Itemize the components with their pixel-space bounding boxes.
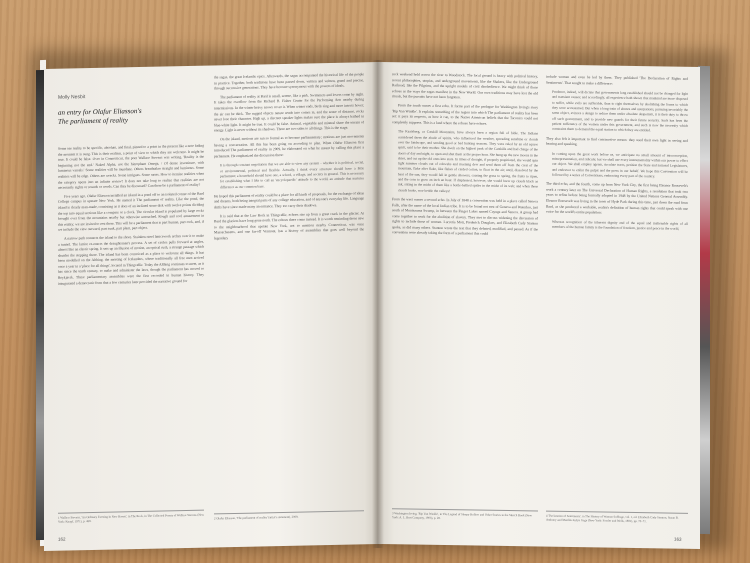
footnote: 2 Olafur Eliasson, 'The parliament of reality' (artist's statement), 2009. xyxy=(214,510,364,521)
paragraph: rock weekend held across the river to Woodstock. The local ground is heavy with political history, recent philosophies, utopias, and underground movements, like the Shakers, like the Underground Railroad, like the Pilgrims, and the upright models of civil disobedience. We might think of those echoes as the ways the sagas manifest in the New World. Our own traditions may have lost the old rituals, but the pursuits have not been forgotten. xyxy=(392,72,538,100)
essay-title-line2: The parliament of reality xyxy=(58,116,128,126)
paragraph: The third echo, and the fourth, come up from New York City, the first being Eleanor Roosevelt's work a century later on The Universal Declaration of Human Rights, a resolution that took two years to refine before being formally adopted in 1948 by the United Nations General Assembly. Eleanor Roosevelt was living in the town of Hyde Park during this time, just down the road from Bard, as she produced a workable, realist's definition of human rights that could speak with one voice for the world's entire population: xyxy=(546,181,688,215)
paragraph: From the south comes a first echo. It forms part of the prologue for Washington Irving's story 'Rip Van Winkle'. It explains something of the region into which The parliament of reality has been set: it pays its respects, as how it can, to the Native American beliefs that the Taconics could not completely suppress. This is a land where the echoes have echoes. xyxy=(392,103,538,126)
paragraph: A narrow path connects the island to the shore. Stainless-steel latticework arches over it to make a tunnel. The lattice re-enacts the draughtsman's process. A set of circles pulls forward at angles, almost like an elastic spring. It sets up an illusion of motion, an optical rush, a strange passage which shuttles the stepping there. The island has been conceived as a place to welcome all things. It has been modelled on the Althing, the meeting of Icelanders, where traditionally all free men arrived once a year in a 'place for all things', located in Thingvellir. Today the Althing continues to meet, as it has since the tenth century, to make and administer the laws, though the parliament has moved to Reykjavik. These parliamentary assemblies were the first recorded in human history. They inaugurated a democratic form that a few centuries later provided the narrative ground for xyxy=(58,233,204,286)
page-number: 163 xyxy=(674,536,682,542)
block-quote: Whereas recognition of the inherent dignity and of the equal and inalienable rights of all members of the human family is the foundation of freedom, justice and peace in the world, xyxy=(552,219,688,231)
paragraph: the sagas, the great Icelandic epics. Afterwards, the sagas accompanied the historical life of the people in practice. Together, both traditions have been passed down, written and written, grand and precise, through successive generations. They have become synonymous with the powers of ideals. xyxy=(214,72,364,91)
paragraph: From the west comes a second echo. In July of 1848 a convention was held in a place called Seneca Falls, after the name of the local Indian tribe. It is to be found not east of Geneva and Waterloo, just south of Montezuma Swamp, in between the Finger Lakes named Cayuga and Seneca. A group had come together to work for the abolition of slavery. They met to discuss widening the discussion of rights to include those of women. Lucretia Mott, Frederick Douglass, and Elizabeth Cady Stanton spoke, as did many others. Stanton wrote the text that they debated, modified, and passed. As if the convention were already taking the form of a parliament that could xyxy=(392,197,538,237)
essay-title-line1: an entry for Olafur Eliasson's xyxy=(58,106,142,117)
paragraph: include women and even be led by them. They published 'The Declaration of Rights and Sentiments'. That sought to make a difference: xyxy=(546,74,688,86)
left-page xyxy=(44,62,378,551)
page-number: 162 xyxy=(58,536,66,542)
footnote: 1 Wallace Stevens, 'An Ordinary Evening in New Haven', in The Rock, in The Collected Poems of Wallace Stevens (New York: Knopf, 1971), p. 469. xyxy=(58,510,204,525)
paragraph: They also felt it important to find constructive means: they used their own light as seeing and hearing and speaking. xyxy=(546,136,688,147)
right-column-1 xyxy=(392,72,538,504)
paragraph: It is said that at the Law Rock in Thingvellir, echoes rise up from a great crack in the glacier. At Bard the glaciers have long gone north. The echoes there come instead. It is worth reminding those new to the neighbourhood that upstate New York, not to mention nearby Connecticut, was once Massachusetts, and one far-off Vermont, has a history of assemblies that goes well beyond the legendary xyxy=(214,210,364,241)
footnote: 3 Washington Irving, 'Rip Van Winkle', in The Legend of Sleepy Hollow and Other Stories in the Sketch Book (New York: A. L. Burt Company, 1903), p. 28. xyxy=(392,508,538,522)
paragraph: Five years ago, Olafur Eliasson installed an island in a pond off to an isolated corner of the Bard College campus in upstate New York. He named it The parliament of reality. Like the pond, the island is clearly man-made, consisting as it does of an inclined stone disk with twelve points dividing the top into equal sections like a compass or a clock. The circular island is populated by large rocks brought over from the mountains nearby but otherwise untouched. Rough and cool amusement in this reality; we are invited to rest there. This will be a parliament that is part human, part rock, and, if we include the view outward, part sunk, part plant, part object. xyxy=(58,191,204,233)
paragraph: On the island, motions are run so formal as to become parliamentary; motions are just movements having a conversation. All this has been going on according to plan. When Olafur Eliasson first introduced The parliament of reality in 2009, he elaborated on what he meant by calling this place a parliament. He emphasized the discussion there: xyxy=(214,134,364,159)
right-page xyxy=(378,62,700,549)
block-quote: The Kaatsberg, or Catskill Mountains, have always been a region full of fable. The Indians considered them the abode of spirits, who influenced the weather, spreading sunshine or clouds over the landscape, and sending good or bad hunting seasons. They were ruled by an old squaw spirit, said to be their mother. She dwelt on the highest peak of the Catskills and had charge of the doors of day and night, to open and shut them at the proper hour. She hung up the new moons in the skies, and cut up the old ones into stars. In times of drought, if properly propitiated, she would spin light summer clouds out of cobwebs and morning dew and send them off from the crest of the mountain, flake after flake, like flakes of carded cotton, to float in the air; until, dissolved by the heat of the sun, they would fall in gentle showers, causing the grass to spring, the fruits to ripen, and the corn to grow an inch an hour. If displeased, however, she would brew up clouds black as ink, sitting in the midst of them like a bottle-bellied spider in the midst of its web; and when these clouds broke, woe betide the valleys! xyxy=(398,129,538,193)
block-quote: In coming upon the great work before us, we anticipate no small amount of misconception, misrepresentation, and ridicule; but we shall use every instrumentality within our power to effect our object. We shall employ agents, circulate tracts, petition the State and national Legislatures, and endeavor to enlist the pulpit and the press in our behalf. We hope this Convention will be followed by a series of Conventions, embracing every part of the country. xyxy=(552,151,688,179)
block-quote: Prudence, indeed, will dictate that governments long established should not be changed for light and transient causes; and accordingly, all experience hath shewn that mankind are more disposed to suffer, while evils are sufferable, than to right themselves by abolishing the forms to which they were accustomed. But when a long train of abuses and usurpations, pursuing invariably the same object, evinces a design to reduce them under absolute despotism, it is their duty to throw off such government, and to provide new guards for their future security. Such has been the patient sufferance of the women under this government, and such is now the necessity which constrains them to demand the equal station to which they are entitled. xyxy=(552,89,688,133)
right-column-2 xyxy=(546,75,688,507)
paragraph: The parliament of reality at Bard is small, serene, like a park. Swimmers and lovers come by night. It takes the overflow from the Richard B. Fisher Center for the Performing Arts nearby during intermissions. In the winter heavy snows cover it. When winter ends, birds sing and more insects hover; the air can be thick. The rugged objects nature sends into comes in, and the sense of distance, rocks never lose their character. High up, a discreet speaker lights makes sure the place is always bathed in blue-white light. It might be true. It could be false. Animal, vegetable and mineral share the terrain of energy. Light is never without its shadows. There are two sides to all things. This is the stage. xyxy=(214,92,364,133)
paragraph: He hoped this parliament of reality could be a place for all kinds of proposals, for the exchange of ideas and dreams, both being integral parts of any college education, and of anyone's everyday life. Language shifts have since made many an entrance. They too carry their shadows. xyxy=(214,191,364,210)
left-column-1 xyxy=(58,144,204,507)
paragraph: Some see reality to be specific, absolute, and final, pinned to a point in the present like a note fading the moment it is sung. This is their realism, a point of view to which they are welcome. It might be true. It could be false. Over in Connecticut, the poet Wallace Stevens was writing, 'Reality is the beginning not the end.' Naked Alpha, not the hierophant Omega, / Of dense investiture, with luminous vassals.' Some realities will be mundane. Others breathtaker straight and luminous. Some realities will be edge. Others are wrecks. Some intrigues. Some oases. How to itemize realities when the category opens into an infinite review? It does not take long to realize that realities are not necessarily sights or sounds or words. Can they be discussed? Can there be a parliament of reality? xyxy=(58,143,204,190)
essay-title xyxy=(58,106,188,127)
author-name: Molly Nesbit xyxy=(58,94,86,101)
footnote: 4 'Declaration of Sentiments', in The History of Woman Suffrage, vol. 1, ed. Elizabeth Cady Stanton, Susan B. Anthony and Matilda Joslyn Gage (New York: Fowler and Wells, 1881), pp. 70–71. xyxy=(546,511,688,525)
block-quote: It is through constant negotiation that we are able to view any system – whether it is political, social, or environmental, political and flexible. Actually, I think every structure should have a little parliament; a household should have one, a school, a village, and society in general. This is necessary for establishing what I like to call an 'encyclopaedic' attitude to the world, an attitude that nurtures difference as our common base. xyxy=(220,160,364,189)
book-spine xyxy=(372,60,384,548)
left-column-2 xyxy=(214,72,364,507)
